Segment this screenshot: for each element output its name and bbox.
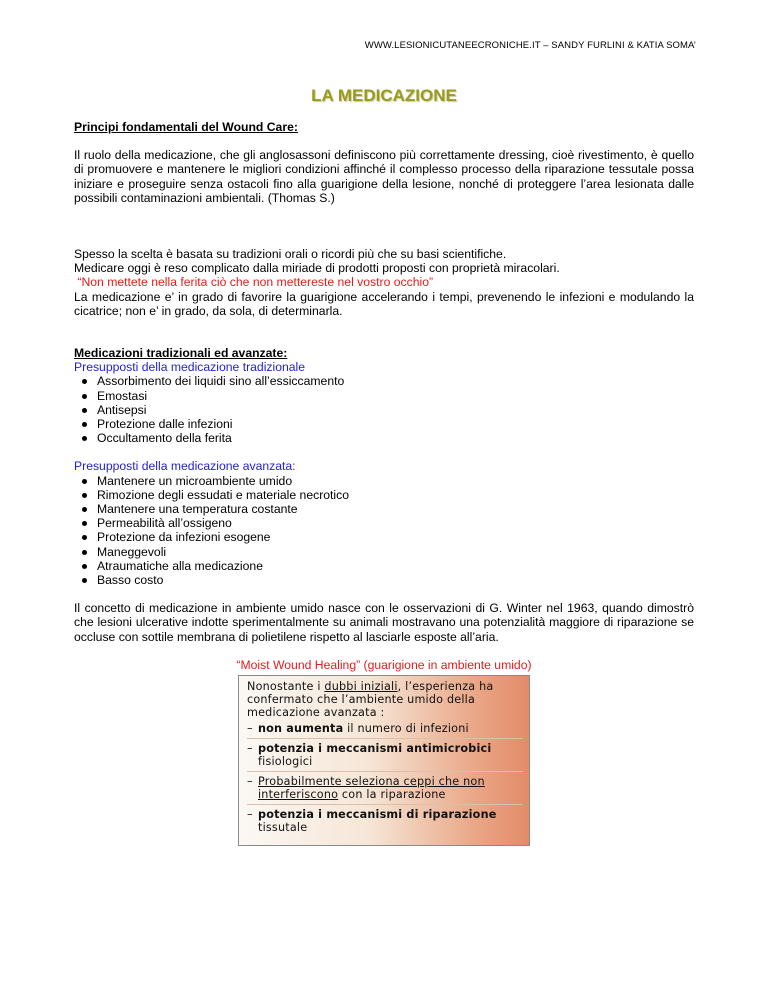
- spacer: [74, 318, 694, 346]
- box-intro-text: Nonostante i: [247, 680, 325, 693]
- list-item: Emostasi: [80, 389, 694, 403]
- box-item-bold: potenzia i meccanismi di riparazione: [258, 808, 497, 821]
- list-item: Basso costo: [80, 573, 694, 587]
- list-item: Permeabilità all’ossigeno: [80, 516, 694, 530]
- box-item-bold: potenzia i meccanismi antimicrobici: [258, 742, 492, 755]
- box-item: [247, 775, 523, 805]
- page-title: LA MEDICAZIONE: [311, 86, 457, 105]
- list-item: Mantenere una temperatura costante: [80, 502, 694, 516]
- spacer: [74, 445, 694, 459]
- box-intro-underlined: dubbi iniziali: [324, 680, 398, 693]
- moist-healing-box: [238, 675, 530, 846]
- list-traditional: [74, 374, 694, 445]
- box-item-text: il numero di infezioni: [343, 722, 469, 735]
- list-item: Assorbimento dei liquidi sino all’essiccamento: [80, 374, 694, 388]
- line-oral-traditions: Spesso la scelta è basata su tradizioni orali o ricordi più che su basi scientifiche.: [74, 247, 507, 262]
- list-item: Antisepsi: [80, 403, 694, 417]
- box-item: [247, 808, 523, 837]
- list-item: Rimozione degli essudati e materiale necrotico: [80, 488, 694, 502]
- label-advanced: Presupposti della medicazione avanzata:: [74, 459, 296, 474]
- spacer: [74, 205, 694, 247]
- box-intro: [247, 680, 523, 719]
- list-item: Mantenere un microambiente umido: [80, 474, 694, 488]
- list-advanced: [74, 474, 694, 588]
- page-header: WWW.LESIONICUTANEECRONICHE.IT – SANDY FURLINI & KATIA SOMA’: [364, 40, 696, 51]
- list-item: Occultamento della ferita: [80, 431, 694, 445]
- spacer: [74, 134, 694, 148]
- document-body: [74, 120, 694, 672]
- box-item-text: tissutale: [258, 821, 308, 834]
- box-item: [247, 722, 523, 739]
- spacer: [74, 587, 694, 601]
- box-intro-text: , l’esperienza ha confermato che l’ambiente umido della medicazione avanzata :: [247, 680, 494, 719]
- paragraph-healing: La medicazione e’ in grado di favorire la guarigione accelerando i tempi, prevenendo le infezioni e modulando la cicatrice; non e’ in grado, da sola, di determinarla.: [74, 289, 694, 318]
- box-item-bold: non aumenta: [258, 722, 344, 735]
- box-item: [247, 742, 523, 772]
- list-item: Protezione dalle infezioni: [80, 417, 694, 431]
- list-item: Protezione da infezioni esogene: [80, 530, 694, 544]
- spacer: [74, 644, 694, 658]
- paragraph-winter: Il concetto di medicazione in ambiente umido nasce con le osservazioni di G. Winter nel 1963, quando dimostrò che lesioni ulcerative indotte sperimentalmente su animali mostravano una potenzialità maggiore di riparazione se occluse con sottile membrana di polietilene rispetto al lasciarle esposte all’aria.: [74, 601, 694, 644]
- box-item-text: fisiologici: [258, 755, 313, 768]
- box-item-text: con la riparazione: [338, 788, 446, 801]
- section-heading-medications: Medicazioni tradizionali ed avanzate:: [74, 346, 288, 361]
- section-heading-wound-care: Principi fondamentali del Wound Care:: [74, 120, 298, 134]
- quote-eye: “Non mettete nella ferita ciò che non mettereste nel vostro occhio”: [74, 275, 434, 290]
- label-traditional: Presupposti della medicazione tradizionale: [74, 360, 306, 375]
- box-item-underlined: Probabilmente seleziona ceppi che non interferiscono: [258, 775, 485, 801]
- paragraph-dressing-role: Il ruolo della medicazione, che gli anglosassoni definiscono più correttamente dressing, cioè rivestimento, è quello di promuovere e mantenere le migliori condizioni affinché il complesso processo della riparazione tessutale possa iniziare e proseguire senza ostacoli fino alla guarigione della lesione, nonché di proteggere l’area lesionata dalle possibili contaminazioni ambientali. (Thomas S.): [74, 148, 694, 205]
- moist-wound-healing-title: “Moist Wound Healing” (guarigione in ambiente umido): [236, 657, 532, 672]
- list-item: Maneggevoli: [80, 545, 694, 559]
- line-complicated-products: Medicare oggi è reso complicato dalla miriade di prodotti proposti con proprietà miracolari.: [74, 261, 560, 276]
- list-item: Atraumatiche alla medicazione: [80, 559, 694, 573]
